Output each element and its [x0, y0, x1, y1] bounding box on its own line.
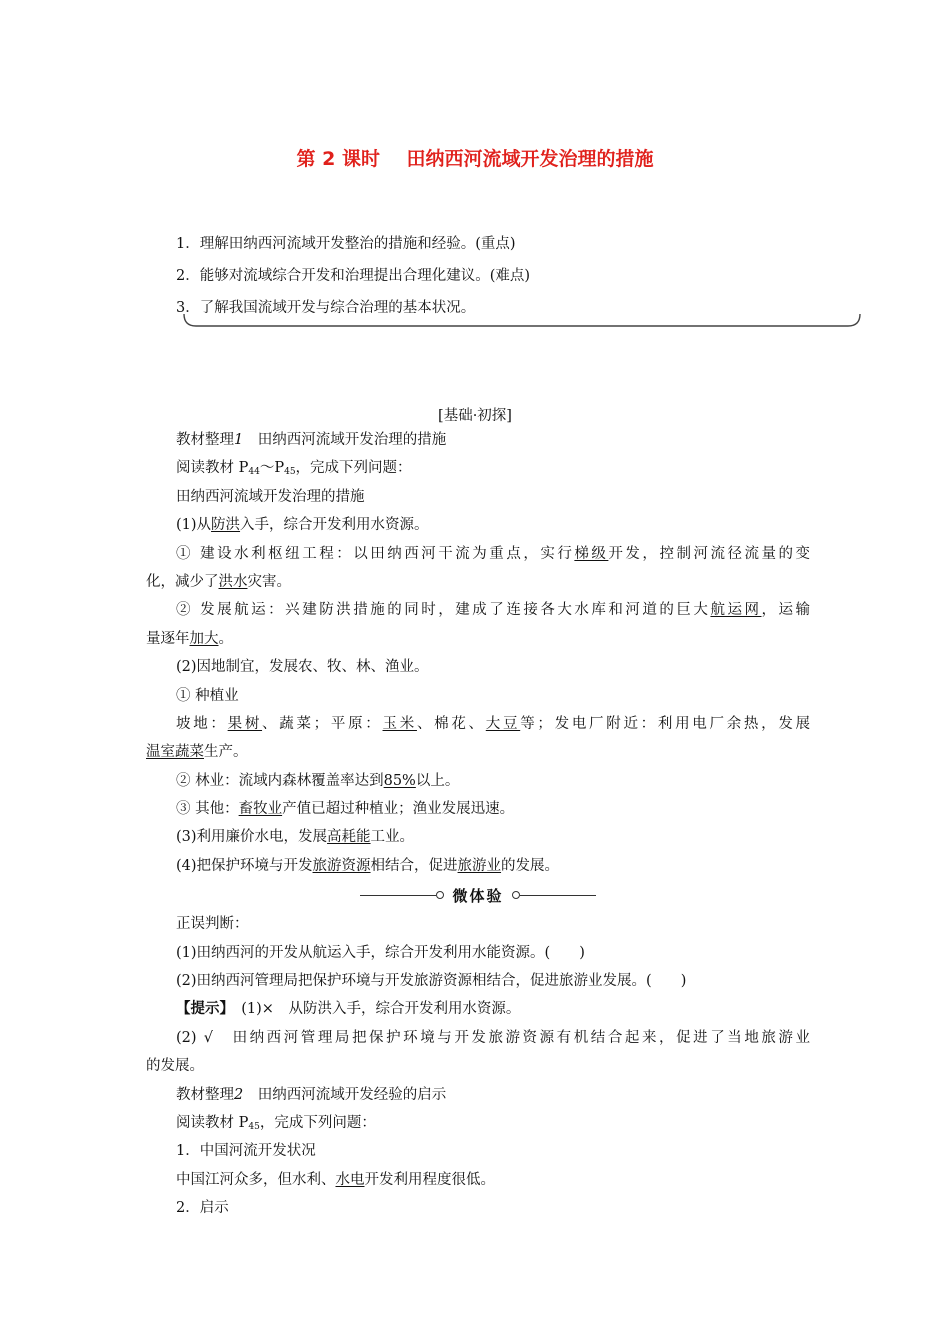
wei-tiyan-divider — [146, 880, 810, 910]
paragraph: (2)因地制宜，发展农、牧、林、渔业。 — [176, 659, 429, 676]
paragraph-cont: 量逐年加大。 — [146, 630, 233, 647]
goal-item: 1．理解田纳西河流域开发整治的措施和经验。(重点) — [176, 236, 516, 252]
material2-item: 1．中国河流开发状况 — [176, 1143, 316, 1160]
material1-reading: 阅读教材 $P_{44}\sim P_{45}$，完成下列问题： — [176, 460, 412, 478]
material2-reading: 阅读教材 $P_{45}$，完成下列问题： — [176, 1114, 376, 1132]
paragraph: ① 建设水利枢纽工程：以田纳西河干流为重点，实行梯级开发，控制河流径流量的变 — [176, 545, 811, 562]
page-title: 第 2 课时 田纳西河流域开发治理的措施 — [296, 148, 654, 170]
divider-dot-icon — [436, 891, 444, 899]
goal-item: 3．了解我国流域开发与综合治理的基本状况。 — [176, 300, 476, 316]
divider-dot-icon — [512, 891, 520, 899]
judge-heading: 正误判断： — [176, 916, 249, 933]
hint-answer-cont: 的发展。 — [146, 1058, 204, 1075]
hint: 【提示】 (1)× 从防洪入手，综合开发利用水资源。 — [176, 1000, 521, 1018]
paragraph: (1)从防洪入手，综合开发利用水资源。 — [176, 517, 429, 534]
paragraph: ② 发展航运：兴建防洪措施的同时，建成了连接各大水库和河道的巨大航运网，运输 — [176, 602, 811, 619]
judge-question: (2)田纳西河管理局把保护环境与开发旅游资源相结合，促进旅游业发展。( ) — [176, 973, 687, 990]
paragraph: ③ 其他：畜牧业产值已超过种植业；渔业发展迅速。 — [176, 801, 515, 818]
material1-subtitle: 田纳西河流域开发治理的措施 — [176, 488, 365, 505]
wei-tiyan-label: 微体验 — [452, 886, 504, 905]
paragraph: 坡地：果树、蔬菜；平原：玉米、棉花、大豆等；发电厂附近：利用电厂余热，发展 — [176, 715, 811, 732]
material1-heading: 教材整理1 田纳西河流域开发治理的措施 — [176, 432, 447, 448]
material2-heading: 教材整理2 田纳西河流域开发经验的启示 — [176, 1086, 447, 1103]
paragraph: (4)把保护环境与开发旅游资源相结合，促进旅游业的发展。 — [176, 857, 560, 874]
paragraph: ① 种植业 — [176, 687, 239, 704]
main-content — [146, 426, 810, 1223]
goal-item: 2．能够对流域综合开发和治理提出合理化建议。(难点) — [176, 268, 531, 284]
hint-answer: (2) √ 田纳西河管理局把保护环境与开发旅游资源有机结合起来，促进了当地旅游业 — [176, 1029, 810, 1046]
section-label: [基础·初探] — [438, 408, 512, 424]
divider-line — [520, 895, 596, 896]
goals-brace-divider — [182, 312, 862, 330]
judge-question: (1)田纳西河的开发从航运入手，综合开发利用水能资源。( ) — [176, 944, 585, 961]
paragraph-cont: 温室蔬菜生产。 — [146, 744, 248, 761]
paragraph-cont: 化，减少了洪水灾害。 — [146, 573, 291, 590]
material2-item: 2．启示 — [176, 1200, 229, 1217]
learning-goals — [176, 228, 530, 324]
divider-line — [360, 895, 436, 896]
paragraph: 中国江河众多，但水利、水电开发利用程度很低。 — [176, 1171, 495, 1188]
paragraph: (3)利用廉价水电，发展高耗能工业。 — [176, 829, 415, 846]
paragraph: ② 林业：流域内森林覆盖率达到85%以上。 — [176, 772, 460, 789]
